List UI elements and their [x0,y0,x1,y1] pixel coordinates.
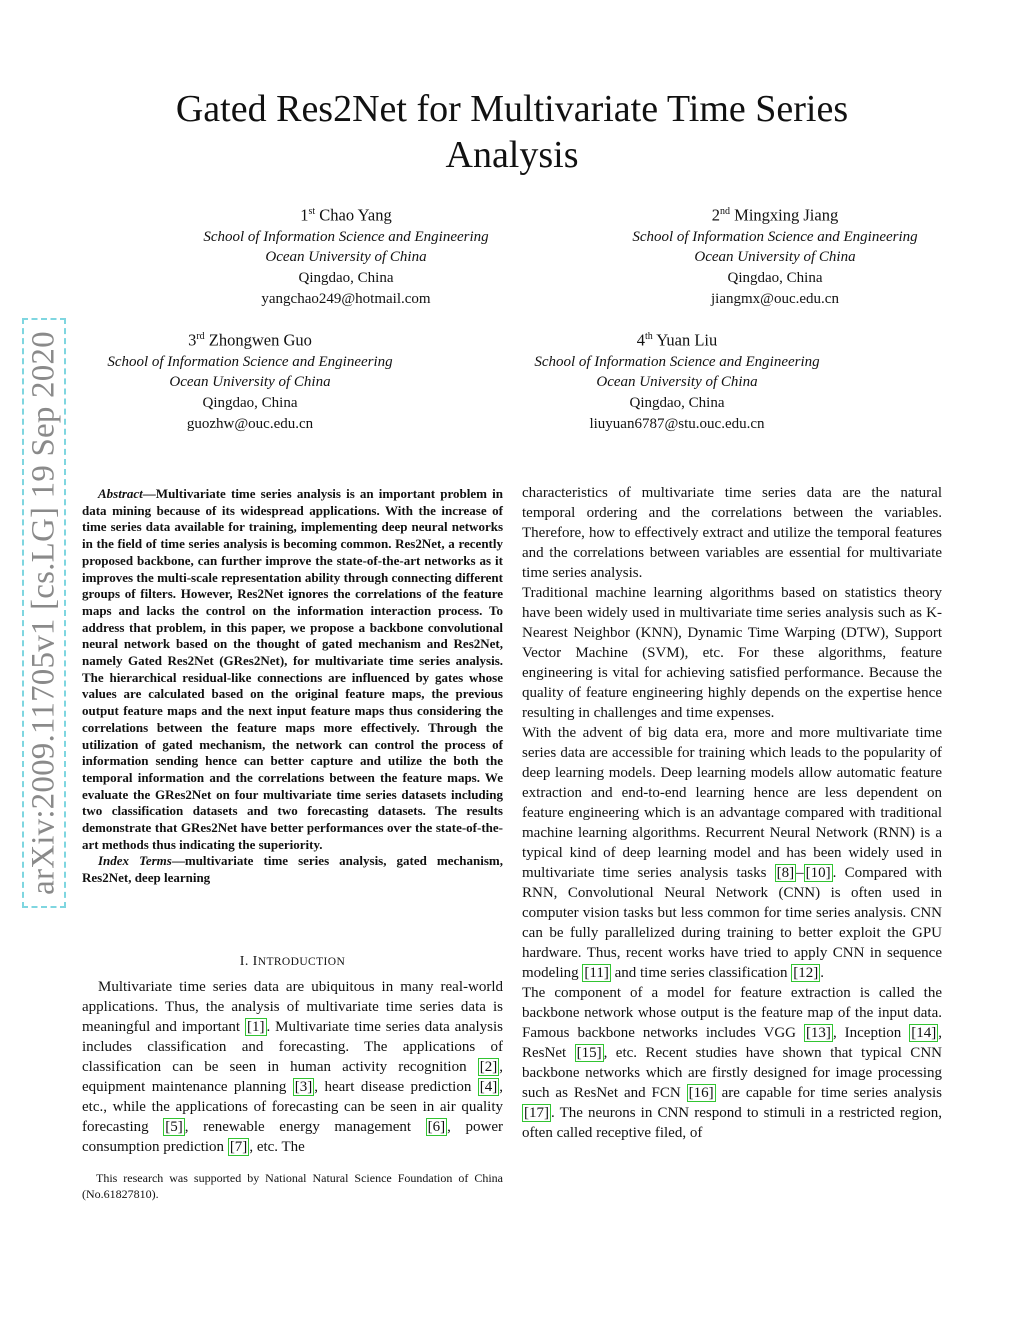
abstract-paragraph [82,486,503,853]
citation-link[interactable]: [3] [294,1079,313,1095]
citation-link[interactable]: [5] [165,1119,183,1135]
arxiv-identifier[interactable]: arXiv:2009.11705v1 [cs.LG] 19 Sep 2020 [25,331,62,895]
citation-link[interactable]: [11] [584,965,609,981]
author-block-4 [486,326,868,434]
abstract-text: —Multivariate time series analysis is an important problem in data mining because of its widespread applications. With the increase of time series data available for training, implementing deep neural networks in the field of time series analysis is becoming common. Res2Net, a recently proposed backbone, can further improve the state-of-the-art networks as it improves the multi-scale representation ability through connecting different groups of filters. However, Res2Net ignores the correlations of the feature maps and lacks the control on the information interaction process. To address that problem, in this paper, we propose a backbone convolutional neural network based on the thought of gated mechanism and Res2Net, namely Gated Res2Net (GRes2Net), for multivariate time series analysis. The hierarchical residual-like connections are influenced by gates whose values are calculated based on the original feature maps, the previous output feature maps and the next input feature maps thus considering the correlations between the feature maps more effectively. Through the utilization of gated mechanism, the network can control the process of information sending hence can better capture and utilize the both the temporal information and the correlations between the feature maps. We evaluate the GRes2Net on four multivariate time series datasets including two classification datasets and two forecasting datasets. The results demonstrate that GRes2Net have better performances over the state-of-the-art methods thus indicating the superiority. [82,486,503,852]
index-terms-label: Index Terms [98,853,172,869]
citation-link[interactable]: [17] [524,1105,549,1121]
abstract-section [82,486,503,887]
paragraph: characteristics of multivariate time series data are the natural temporal ordering and the correlations between the variables. Therefore, how to effectively extract and utilize the temporal features and the correlations between variables are essential for multivariate time series analysis. [522,485,942,581]
author-city: Qingdao, China [727,269,823,286]
paper-title [100,86,924,178]
index-terms-text: —multivariate time series analysis, gated mechanism, Res2Net, deep learning [82,853,503,886]
abstract-label: Abstract [98,486,143,501]
author-department: School of Information Science and Engineering [632,228,918,245]
author-department: School of Information Science and Engineering [107,353,393,370]
author-name: 4th Yuan Liu [636,330,718,350]
author-email[interactable]: jiangmx@ouc.edu.cn [711,290,839,307]
citation-link[interactable]: [10] [805,865,831,881]
author-email[interactable]: liuyuan6787@stu.ouc.edu.cn [589,415,765,432]
citation-link[interactable]: [4] [479,1079,498,1095]
author-city: Qingdao, China [629,394,725,411]
author-block-3 [56,326,444,434]
citation-link[interactable]: [2] [479,1059,498,1075]
author-university: Ocean University of China [596,374,758,391]
introduction-paragraph: Multivariate time series data are ubiquitous in many real-world applications. Thus, the analysis of multivariate time series data is meaningful and important [1] . Multivariate time series data analysis includes classification and forecasting. The applications of classification can be seen in human activity recognition [2] , equipment maintenance planning [3] , heart disease prediction [4] , etc., while the applications of forecasting can be seen in air quality forecasting [5] , renewable energy management [6] , power consumption prediction [7] , etc. The [82,979,504,1155]
citation-link[interactable]: [1] [247,1019,265,1035]
author-name: 1st Chao Yang [300,205,392,225]
paragraph: Traditional machine learning algorithms based on statistics theory have been widely used in multivariate time series analysis such as K- Nearest Neighbor (KNN), Dynamic Time Warping (DTW), Support Vector Machine (SVM), etc. For these algorithms, feature engineering is vital for achieving satisfied performance. Because the quality of feature engineering highly depends on the expertise hence resulting in challenges and time expenses. [522,585,942,721]
author-department: School of Information Science and Engineering [534,353,820,370]
citation-link[interactable]: [7] [229,1139,248,1155]
paragraph: The component of a model for feature extraction is called the backbone network whose output is the feature map of the input data. Famous backbone networks includes VGG [13] , Inception [14] , ResNet [15] , etc. Recent studies have shown that typical CNN backbone networks which are firstly designed for image processing such as ResNet and FCN [16] are capable for time series analysis [17] . The neurons in CNN respond to stimuli in a restricted region, often called receptive filed, of [522,985,942,1141]
citation-link[interactable]: [8] [776,865,795,881]
citation-link[interactable]: [15] [576,1045,602,1061]
author-university: Ocean University of China [694,249,856,266]
funding-footnote: This research was supported by National Natural Science Foundation of China (No.61827810). [82,1171,503,1201]
author-name: 2nd Mingxing Jiang [711,205,839,225]
title-line-2: Analysis [445,134,579,176]
author-name: 3rd Zhongwen Guo [188,330,312,350]
index-terms-paragraph [82,853,503,886]
author-department: School of Information Science and Engineering [203,228,489,245]
citation-link[interactable]: [13] [805,1025,831,1041]
citation-link[interactable]: [12] [793,965,819,981]
author-block-1 [152,201,540,309]
author-city: Qingdao, China [202,394,298,411]
author-city: Qingdao, China [298,269,394,286]
author-university: Ocean University of China [169,374,331,391]
citation-link[interactable]: [6] [427,1119,446,1135]
author-block-2 [584,201,966,309]
right-column-text [522,483,942,1143]
citation-link[interactable]: [16] [688,1085,714,1101]
title-line-1: Gated Res2Net for Multivariate Time Series [175,88,849,130]
author-email[interactable]: guozhw@ouc.edu.cn [186,415,314,432]
section-heading-introduction: I. INTRODUCTION [239,954,346,969]
citation-link[interactable]: [14] [911,1025,937,1041]
paragraph: With the advent of big data era, more and more multivariate time series data are accessible for training which leads to the popularity of deep learning models. Deep learning models allow automatic feature extraction and end-to-end learning hence are less dependent on feature engineering which is an advantage compared with traditional machine learning algorithms. Recurrent Neural Network (RNN) is a typical kind of deep learning model and has been widely used in multivariate time series analysis tasks [8] – [10] . Compared with RNN, Convolutional Neural Network (CNN) is often used in computer vision tasks but less common for time series analysis. CNN can be fully parallelized during training to better exploit the GPU hardware. Thus, recent works have tried to apply CNN in sequence modeling [11] and time series classification [12] . [522,725,942,981]
author-email[interactable]: yangchao249@hotmail.com [261,290,431,307]
author-university: Ocean University of China [265,249,427,266]
